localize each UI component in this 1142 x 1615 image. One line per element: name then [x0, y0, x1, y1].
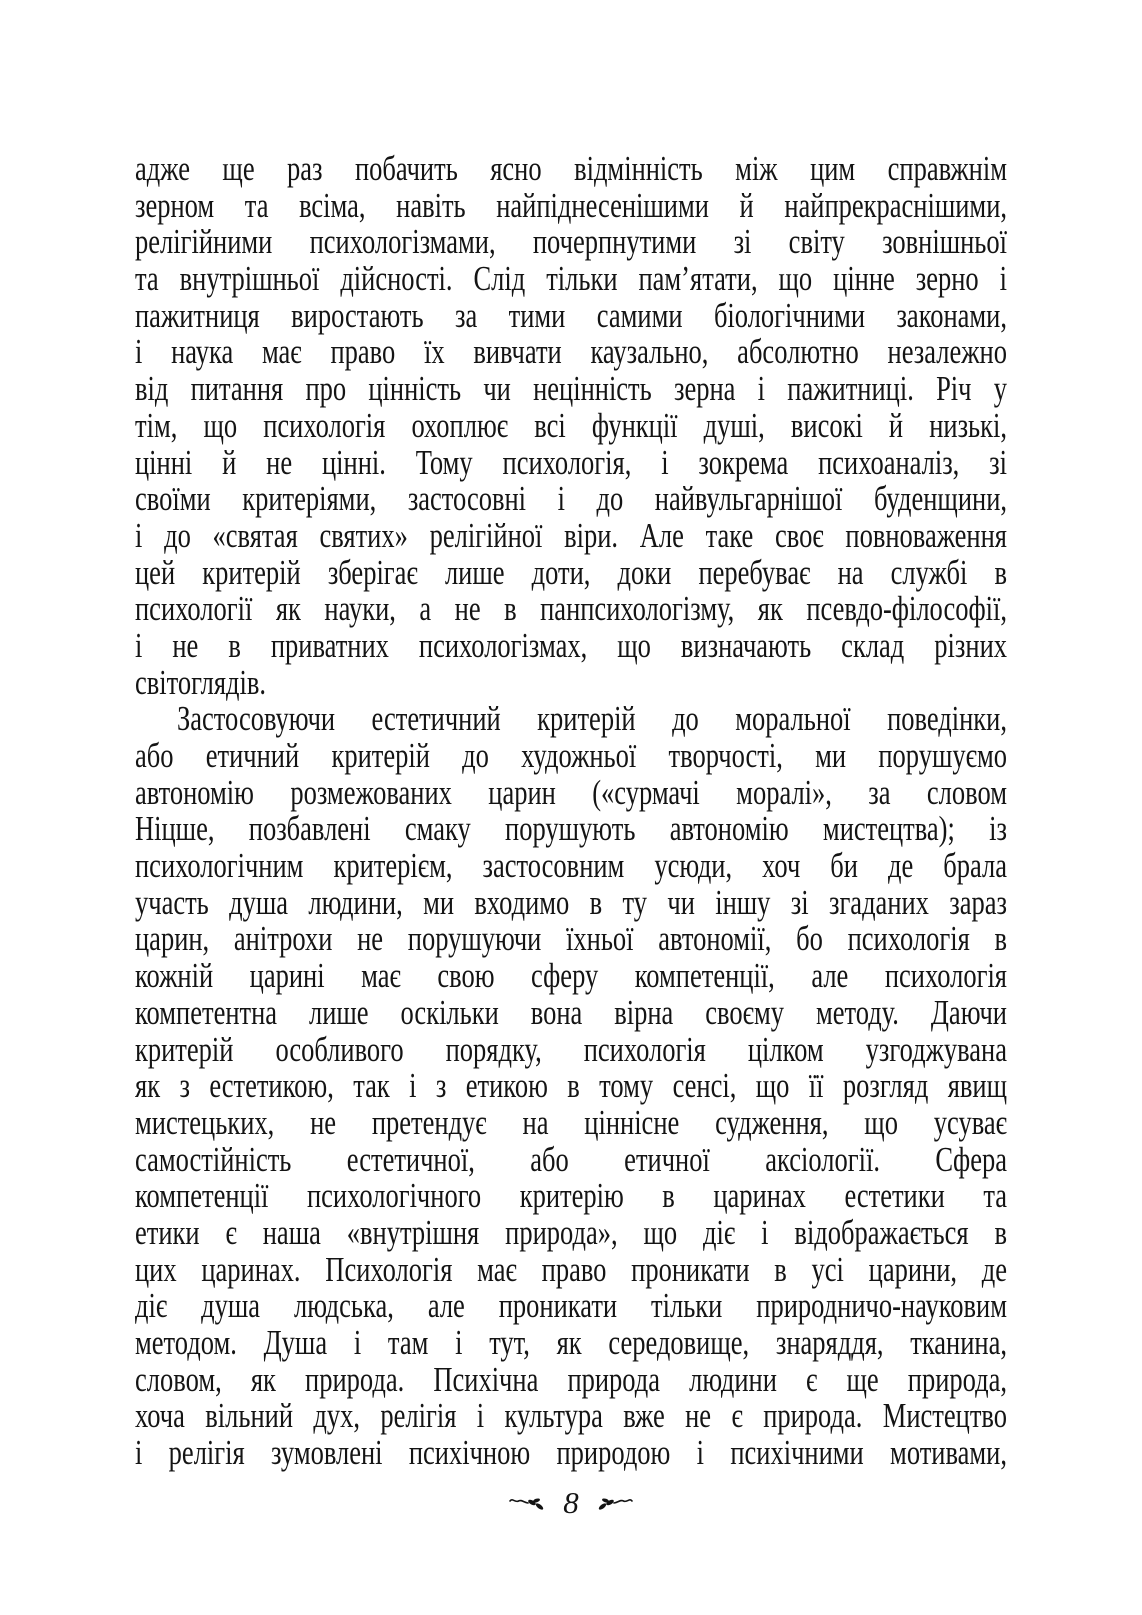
body-text: [135, 148, 1007, 1473]
text-line-content: та внутрішньої дійсності. Слід тільки пам’ятати, що цінне зерно і: [135, 258, 1007, 299]
text-line-content: цих царинах. Психологія має право проникати в усі царини, де: [135, 1248, 1007, 1289]
text-line-content: словом, як природа. Психічна природа людини є ще природа,: [135, 1359, 1007, 1399]
text-line-content: і не в приватних психологізмах, що визначають склад різних: [135, 625, 1007, 666]
text-line: [135, 1432, 1007, 1473]
text-line-content: зерном та всіма, навіть найпіднесенішими й найпрекраснішими,: [135, 185, 1007, 225]
text-line-content: хоча вільний дух, релігія і культура вже не є природа. Мистецтво: [135, 1395, 1007, 1436]
text-line-content: або етичний критерій до художньої творчості, ми порушуємо: [135, 735, 1007, 776]
text-line-content: тім, що психологія охоплює всі функції душі, високі й низькі,: [135, 405, 1007, 446]
vine-fleuron-left-icon: [509, 1494, 545, 1512]
text-line-content: методом. Душа і там і тут, як середовище, знаряддя, тканина,: [135, 1322, 1007, 1363]
text-line-content: етики є наша «внутрішня природа», що діє і відображається в: [135, 1212, 1007, 1253]
text-line-content: кожній царині має свою сферу компетенції, але психологія: [135, 955, 1007, 996]
text-line-content: від питання про цінність чи нецінність зерна і пажитниці. Річ у: [135, 368, 1007, 409]
text-line-content: самостійність естетичної, або етичної аксіології. Сфера: [135, 1138, 1007, 1179]
text-line-content: світоглядів.: [135, 661, 267, 702]
text-line-content: участь душа людини, ми входимо в ту чи іншу зі згаданих зараз: [135, 882, 1007, 922]
text-line-content: і до «святая святих» релігійної віри. Але таке своє повноваження: [135, 515, 1007, 556]
page-footer: [0, 1483, 1142, 1523]
text-line-content: мистецьких, не претендує на ціннісне судження, що усуває: [135, 1102, 1007, 1143]
text-line-content: компетенції психологічного критерію в царинах естетики та: [135, 1175, 1007, 1216]
text-line-content: релігійними психологізмами, почерпнутими зі світу зовнішньої: [135, 221, 1007, 262]
text-line-content: царин, анітрохи не порушуючи їхньої автономії, бо психологія в: [135, 918, 1007, 959]
vine-fleuron-right-icon: [597, 1494, 633, 1512]
text-line-content: критерій особливого порядку, психологія цілком узгоджувана: [135, 1028, 1007, 1069]
text-line-content: психології як науки, а не в панпсихологізму, як псевдо-філософії,: [135, 588, 1007, 629]
text-line-content: Застосовуючи естетичний критерій до моральної поведінки,: [177, 698, 1007, 739]
text-line-content: пажитниця виростають за тими самими біологічними законами,: [135, 295, 1007, 335]
text-line-content: і релігія зумовлені психічною природою і психічними мотивами,: [135, 1432, 1007, 1473]
text-line-content: цінні й не цінні. Тому психологія, і зокрема психоаналіз, зі: [135, 441, 1007, 482]
text-line-content: як з естетикою, так і з етикою в тому сенсі, що її розгляд явищ: [135, 1065, 1007, 1106]
text-line-content: автономію розмежованих царин («сурмачі моралі», за словом: [135, 772, 1007, 812]
text-line-content: цей критерій зберігає лише доти, доки перебуває на службі в: [135, 551, 1007, 592]
text-line-content: Ніцше, позбавлені смаку порушують автономію мистецтва); із: [135, 808, 1007, 849]
text-line-content: компетентна лише оскільки вона вірна своєму методу. Даючи: [135, 992, 1007, 1033]
text-line-content: адже ще раз побачить ясно відмінність між цим справжнім: [135, 148, 1007, 189]
paragraph: [135, 698, 1007, 1473]
text-line-content: і наука має право їх вивчати каузально, абсолютно незалежно: [135, 331, 1007, 372]
page-number: 8: [563, 1484, 579, 1520]
paragraph: [135, 148, 1007, 702]
text-line-content: своїми критеріями, застосовні і до найвульгарнішої буденщини,: [135, 478, 1007, 519]
text-line-content: діє душа людська, але проникати тільки природничо-науковим: [135, 1285, 1007, 1326]
text-line-content: психологічним критерієм, застосовним усюди, хоч би де брала: [135, 845, 1007, 886]
